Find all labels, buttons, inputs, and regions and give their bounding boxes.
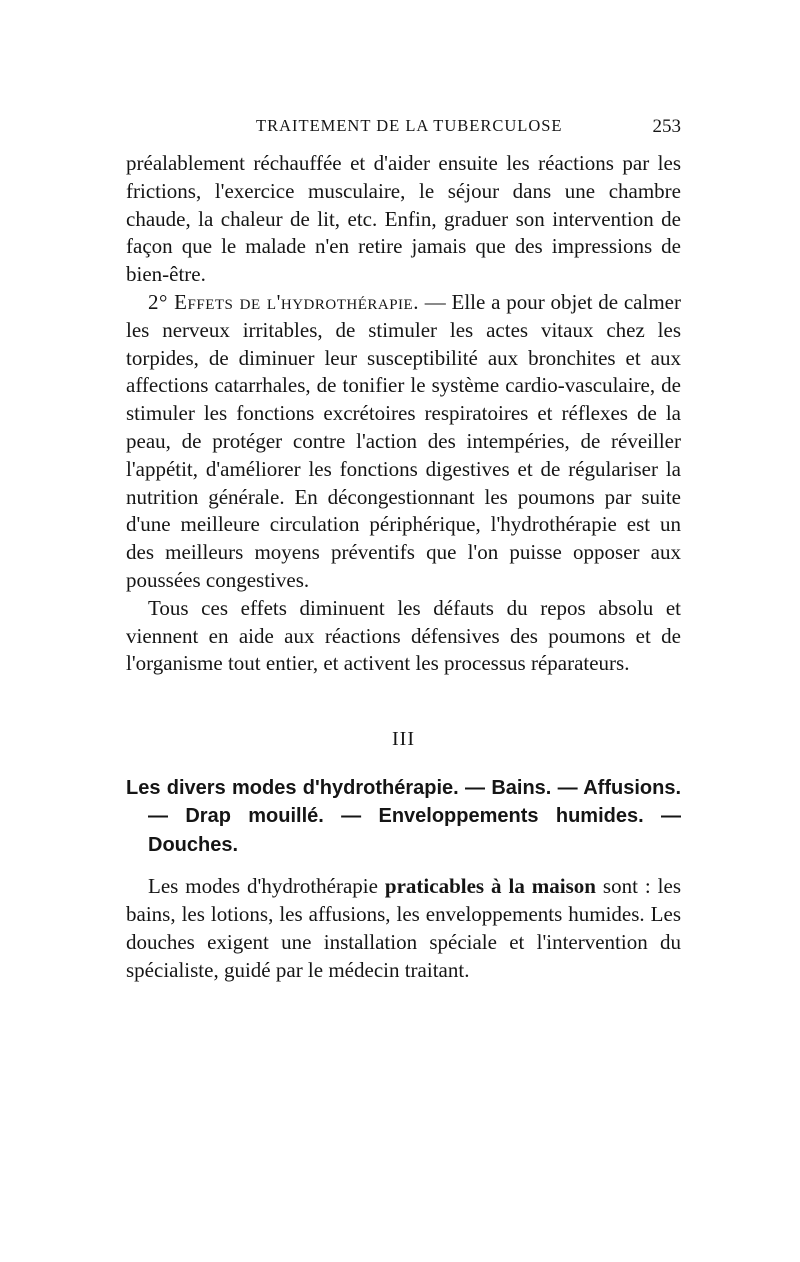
- modes-emphasis: praticables à la maison: [384, 874, 596, 899]
- page-number: 253: [652, 116, 681, 137]
- section-heading: Les divers modes d'hydrothérapie. — Bains. — Affusions. — Drap mouillé. — Enveloppements humides. — Douches.: [126, 776, 681, 856]
- running-title: TRAITEMENT DE LA TUBERCULOSE: [256, 116, 563, 135]
- paragraph-effets-body: — Elle a pour objet de calmer les nerveux irritables, de stimuler les actes vitaux chez les torpides, de diminuer leur susceptibilité aux bronchites et aux affections catarrhales, de tonifier le système cardio-vasculaire, de stimuler les fonctions excrétoires respiratoires et réflexes de la peau, de protéger contre l'action des intempéries, de réveiller l'appétit, d'améliorer les fonctions digestives et de régulariser la nutrition générale. En décongestionnant les poumons par suite d'une meilleure circulation périphérique, l'hydrothérapie est un des meilleurs moyens préventifs que l'on puisse opposer aux poussées congestives.: [126, 289, 681, 592]
- page-body: [126, 150, 681, 985]
- paragraph-modes: [126, 873, 681, 984]
- paragraph-tous-ces-effets: Tous ces effets diminuent les défauts du repos absolu et viennent en aide aux réactions défensives des poumons et de l'organisme tout entier, et activent les processus réparateurs.: [126, 595, 681, 676]
- modes-text-end: sont : les bains, les lotions, les affusions, les enveloppements humides. Les douches exigent une installation spéciale et l'intervention du spécialiste, guidé par le médecin traitant.: [126, 874, 682, 982]
- paragraph-continuation: préalablement réchauffée et d'aider ensuite les réactions par les frictions, l'exercice musculaire, le séjour dans une chambre chaude, la chaleur de lit, etc. Enfin, graduer son intervention de façon que le malade n'en retire jamais que des impressions de bien-être.: [126, 151, 681, 287]
- paragraph-effets: [126, 289, 681, 595]
- section-numeral: III: [392, 728, 415, 751]
- paragraph-lead-in: 2° Effets de l'hydrothérapie.: [148, 289, 419, 314]
- modes-text-start: Les modes d'hydrothérapie: [148, 874, 385, 899]
- running-header: [126, 116, 681, 140]
